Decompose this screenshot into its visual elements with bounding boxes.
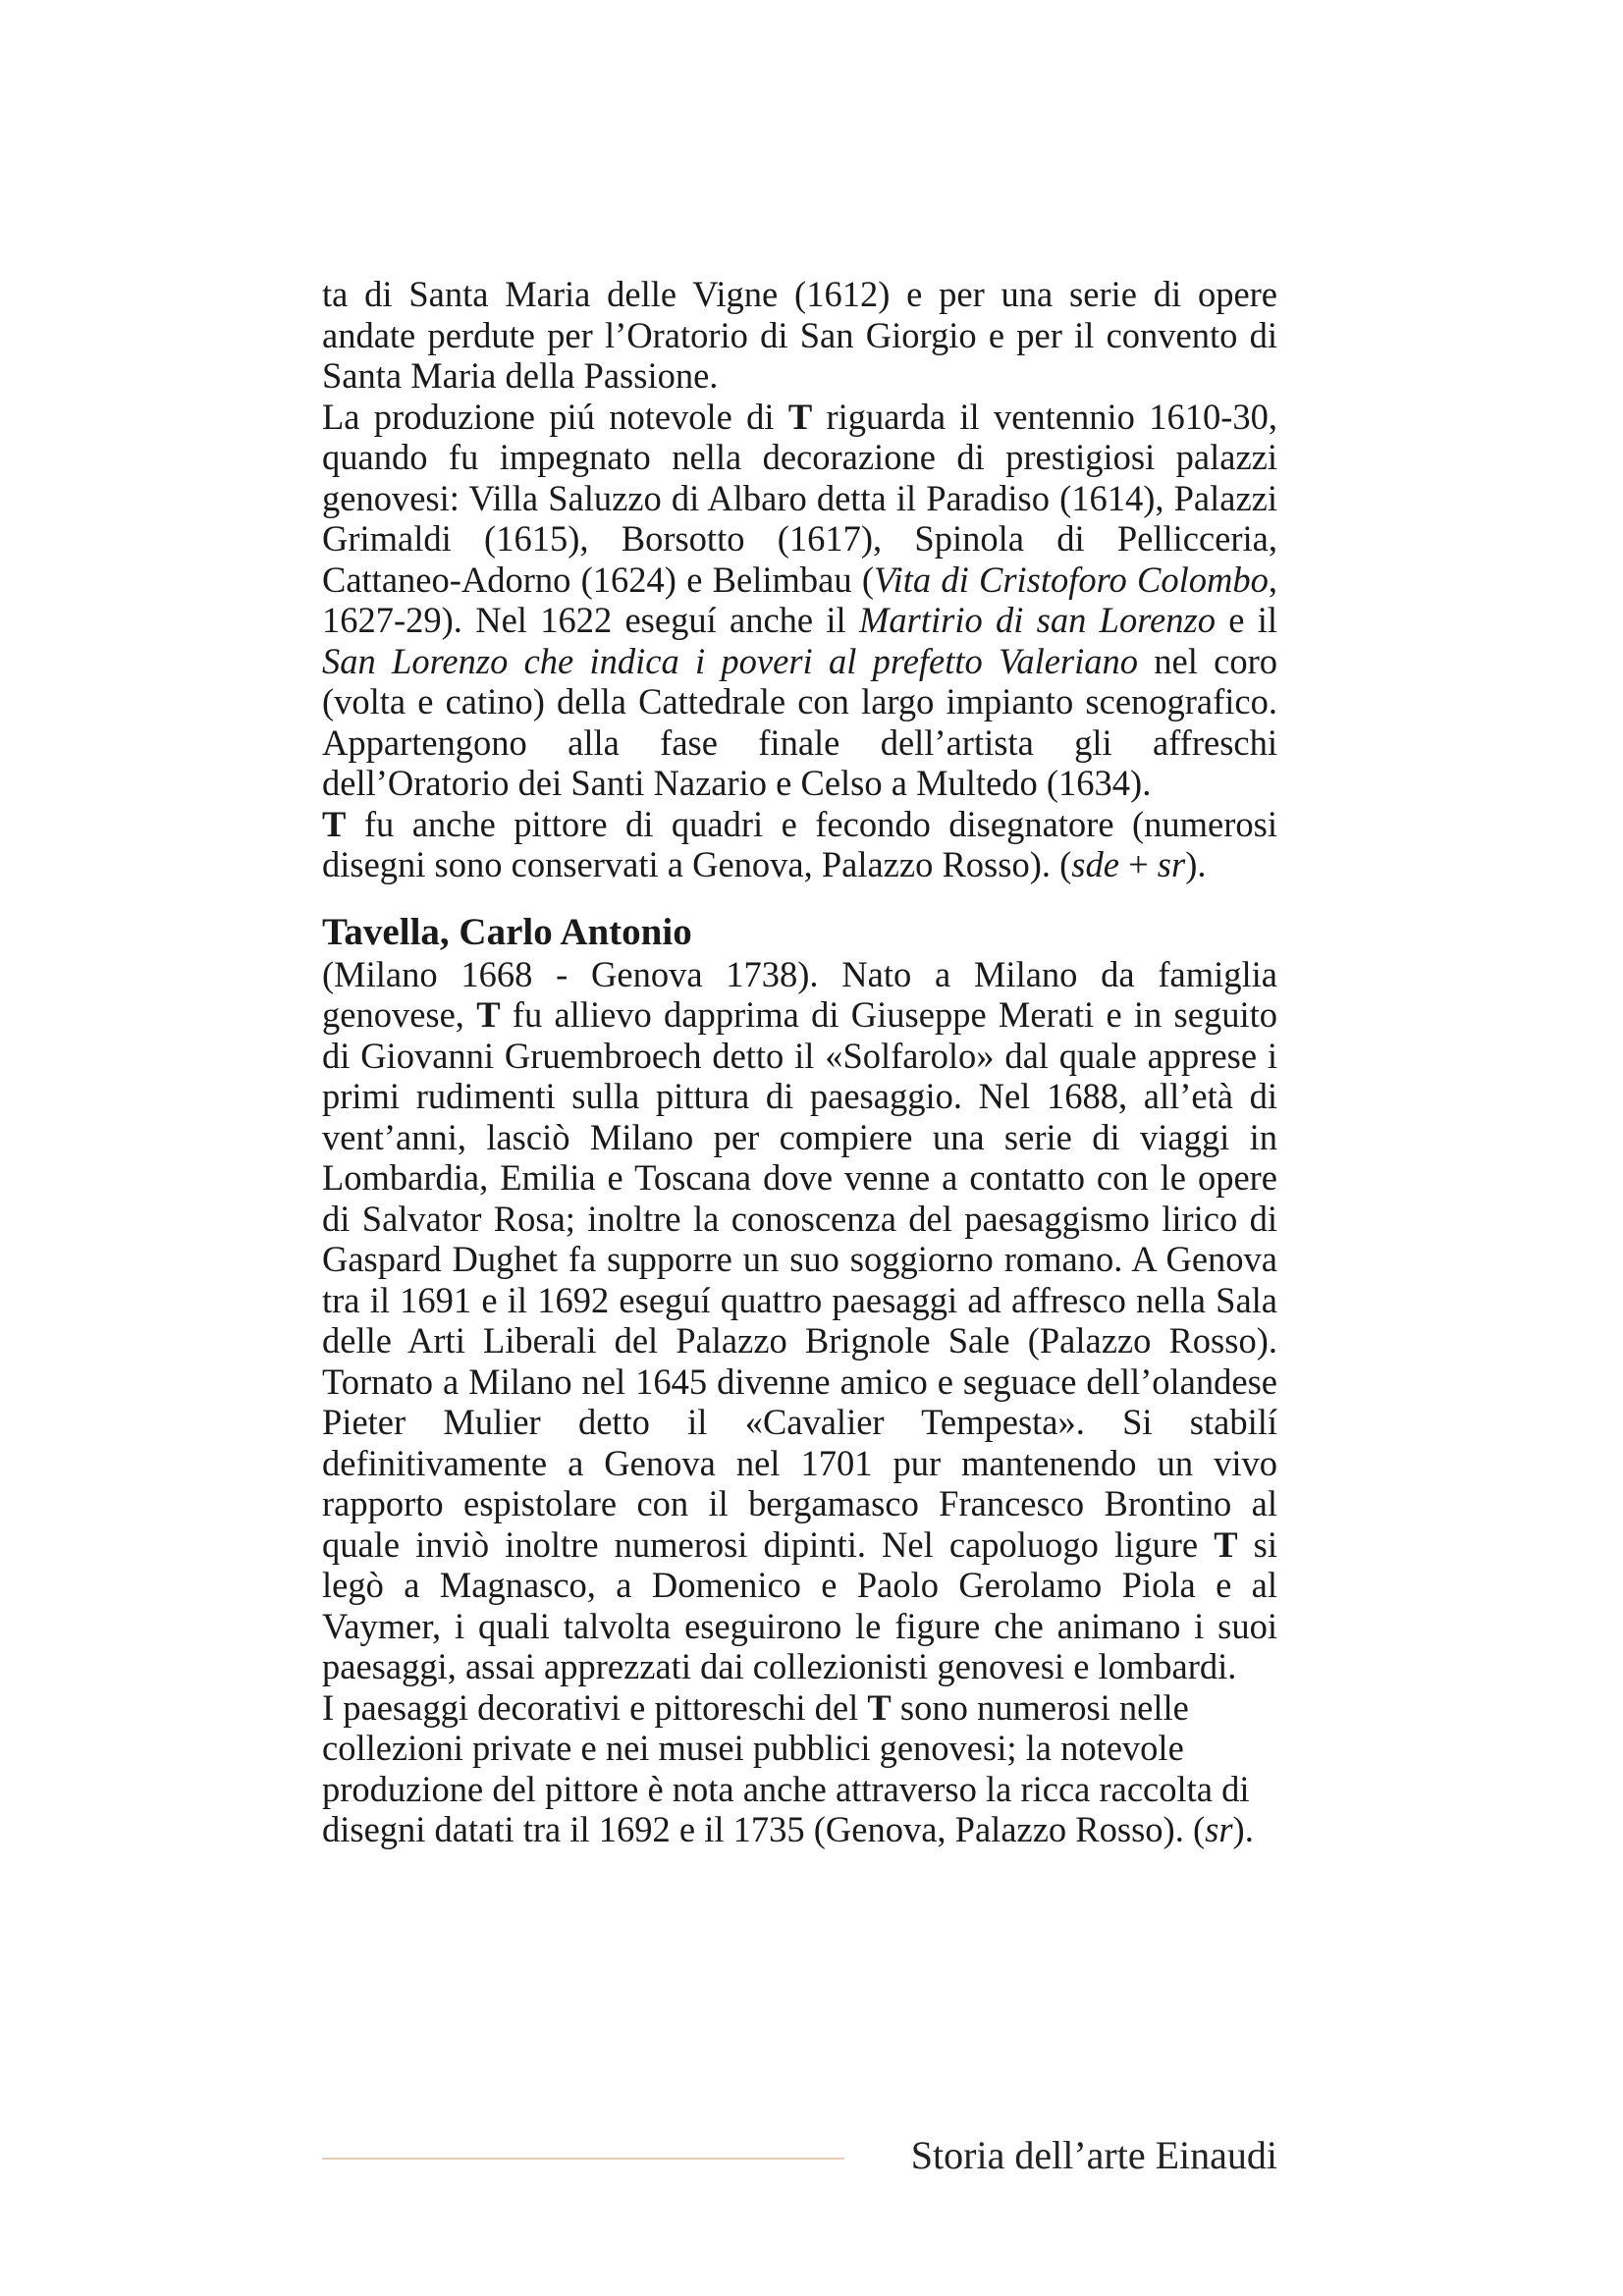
bold-run: T (787, 396, 813, 437)
text-run: si legò a Magnasco, a Domenico e Paolo Gerolamo Piola e al Vaymer, i quali talvolta eseguirono le figure che animano i suoi paesaggi, assai apprezzati dai collezionisti genovesi e lombardi. (322, 1523, 1277, 1686)
text-run: I paesaggi decorativi e pittoreschi del (322, 1686, 868, 1728)
italic-run: San Lorenzo che indica i poveri al prefetto Valeriano (322, 640, 1138, 681)
text-run: e il (1215, 600, 1278, 640)
continued-entry (322, 274, 1277, 885)
text-run: + (1118, 844, 1158, 884)
text-run: fu allievo dapprima di Giuseppe Merati e in seguito di Giovanni Gruembroech detto il «Solfarolo» dal quale apprese i primi rudimenti sulla pittura di paesaggio. Nel 1688, all’età di vent’anni, lasciò Milano per compiere una serie di viaggi in Lombardia, Emilia e Toscana dove venne a contatto con le opere di Salvator Rosa; inoltre la conoscenza del paesaggismo lirico di Gaspard Dughet fa supporre un suo soggiorno romano. A Genova tra il 1691 e il 1692 eseguí quattro paesaggi ad affresco nella Sala delle Arti Liberali del Palazzo Brignole Sale (Palazzo Rosso). Tornato a Milano nel 1645 divenne amico e seguace dell’olandese Pieter Mulier detto il «Cavalier Tempesta». Si stabilí definitivamente a Genova nel 1701 pur mantenendo un vivo rapporto espistolare con il bergamasco Francesco Brontino al quale inviò inoltre numerosi dipinti. Nel capoluogo ligure (322, 994, 1277, 1565)
text-run: ). (1232, 1809, 1254, 1849)
paragraph (322, 804, 1277, 885)
text-run: (Milano 1668 - Genova 1738). Nato a Milano da famiglia genovese, (322, 953, 1277, 1035)
italic-run: sr (1205, 1809, 1233, 1849)
paragraph (322, 1687, 1277, 1850)
italic-run: sde (1071, 844, 1119, 884)
bold-run: T (867, 1686, 892, 1728)
entry-body (322, 954, 1277, 1850)
text-run: La produzione piú notevole di (322, 396, 788, 437)
text-run: sono numerosi nelle collezioni private e nei musei pubblici genovesi; la notevole produzione del pittore è nota anche attraverso la ricca raccolta di disegni datati tra il 1692 e il 1735 (Genova, Palazzo Rosso). ( (322, 1686, 1250, 1849)
text-run: ta di Santa Maria delle Vigne (1612) e per una serie di opere andate perdute per l’Oratorio di San Giorgio e per il convento di Santa Maria della Passione. (322, 274, 1277, 396)
bold-run: T (322, 803, 347, 844)
bold-run: T (1214, 1523, 1238, 1565)
text-run: ). (1185, 844, 1207, 884)
text-run: nel coro (volta e catino) della Cattedrale con largo impianto scenografico. Appartengono alla fase finale dell’artista gli affreschi dell’Oratorio dei Santi Nazario e Celso a Multedo (1634). (322, 640, 1277, 803)
footer-title: Storia dell’arte Einaudi (910, 2133, 1277, 2177)
footer-rule (322, 2158, 844, 2160)
italic-run: Martirio di san Lorenzo (858, 600, 1216, 640)
italic-run: sr (1157, 844, 1186, 884)
text-run: riguarda il ventennio 1610-30, quando fu impegnato nella decorazione di prestigiosi palazzi genovesi: Villa Saluzzo di Albaro detta il Paradiso (1614), Palazzi Grimaldi (1615), Borsotto (1617), Spinola di Pellicceria, Cattaneo-Adorno (1624) e Belimbau ( (322, 396, 1277, 600)
text-column (322, 274, 1277, 1850)
paragraph (322, 954, 1277, 1687)
paragraph (322, 274, 1277, 397)
text-run: fu anche pittore di quadri e fecondo disegnatore (numerosi disegni sono conservati a Genova, Palazzo Rosso). ( (322, 803, 1277, 884)
text-run: , 1627-29). Nel 1622 eseguí anche il (322, 559, 1277, 640)
italic-run: Vita di Cristoforo Colombo (873, 559, 1269, 600)
entry-heading: Tavella, Carlo Antonio (322, 910, 692, 953)
bold-run: T (476, 994, 501, 1035)
paragraph (322, 397, 1277, 804)
